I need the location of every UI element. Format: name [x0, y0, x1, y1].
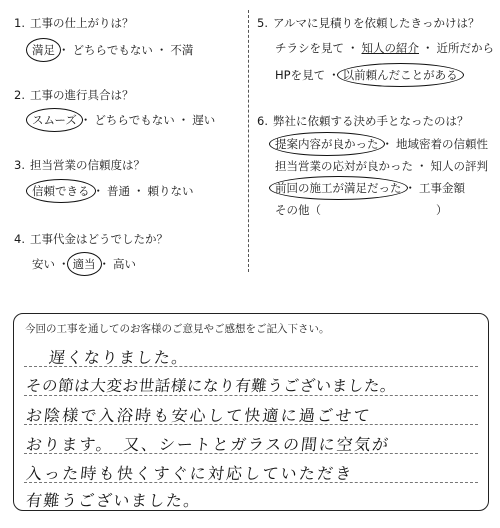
option[interactable]: どちらでもない: [72, 43, 153, 57]
option-selected[interactable]: 前回の施工が満足だった: [275, 181, 402, 195]
question-4: 4. 工事代金はどうでしたか？ 安い ・ 適当 ・ 高い: [14, 232, 168, 271]
handwritten-line: その節は大変お世話様になり有難うございました。: [24, 377, 398, 395]
option[interactable]: 安い: [32, 257, 55, 271]
option[interactable]: 不満: [170, 43, 194, 57]
option-selected[interactable]: 適当: [72, 257, 96, 271]
option[interactable]: 担当営業の応対が良かった: [275, 159, 413, 173]
question-title: 担当営業の信頼度は？: [30, 158, 145, 172]
option[interactable]: 頼りない: [147, 184, 194, 198]
comment-header: 今回の工事を通してのお客様のご意見やご感想をご記入下さい。: [25, 323, 330, 335]
column-divider: [248, 10, 249, 272]
question-2: 2. 工事の進行具合は？ スムーズ ・ どちらでもない ・ 遅い: [14, 88, 216, 127]
question-number: 1.: [14, 16, 25, 30]
question-5: 5. アルマに見積りを依頼したきっかけは？ チラシを見て ・ 知人の紹介 ・ 近所だから HPを見て ・ 以前頼んだことがある: [257, 16, 494, 82]
option[interactable]: HPを見て: [275, 68, 326, 82]
option[interactable]: チラシを見て: [275, 41, 344, 55]
question-title: 工事の進行具合は？: [30, 88, 134, 102]
option-selected[interactable]: 信頼できる: [32, 184, 90, 198]
question-title: 弊社に依頼する決め手となったのは？: [273, 114, 469, 128]
handwritten-line: 有難うございました。: [24, 491, 202, 510]
question-title: 工事代金はどうでしたか？: [30, 232, 168, 246]
question-1: 1. 工事の仕上がりは？ 満足 ・ どちらでもない ・ 不満: [14, 16, 194, 57]
option[interactable]: 普通: [107, 184, 130, 198]
option[interactable]: 知人の紹介: [361, 41, 419, 55]
handwritten-line: おります。 又、シートとガラスの間に空気が: [24, 435, 391, 454]
option-selected[interactable]: スムーズ: [32, 113, 77, 127]
option-selected[interactable]: 以前頼んだことがある: [342, 68, 458, 82]
handwritten-line: 遅くなりました。: [47, 348, 190, 367]
option[interactable]: 近所だから: [436, 41, 494, 55]
option[interactable]: 工事金額: [419, 181, 465, 195]
option-other[interactable]: その他（ ）: [275, 203, 448, 217]
question-title: 工事の仕上がりは？: [30, 16, 134, 30]
option[interactable]: 遅い: [192, 113, 216, 127]
question-3: 3. 担当営業の信頼度は？ 信頼できる ・ 普通 ・ 頼りない: [14, 158, 194, 198]
option[interactable]: 知人の評判: [430, 159, 488, 173]
option[interactable]: どちらでもない: [94, 113, 175, 127]
handwritten-line: お陰様で入浴時も安心して快適に過ごせて: [24, 406, 373, 425]
question-6: 6. 弊社に依頼する決め手となったのは？ 提案内容が良かった ・ 地域密着の信頼性 担当営業の応対が良かった ・ 知人の評判 前回の施工が満足だった ・ 工事金額 その他（ ）: [257, 114, 488, 217]
option-selected[interactable]: 提案内容が良かった: [275, 137, 379, 151]
comment-box: [13, 313, 489, 511]
option[interactable]: 地域密着の信頼性: [396, 137, 488, 151]
option[interactable]: 高い: [113, 257, 136, 271]
handwritten-line: 入った時も快くすぐに対応していただき: [24, 464, 355, 483]
option-selected[interactable]: 満足: [32, 43, 55, 57]
question-title: アルマに見積りを依頼したきっかけは？: [273, 16, 480, 30]
